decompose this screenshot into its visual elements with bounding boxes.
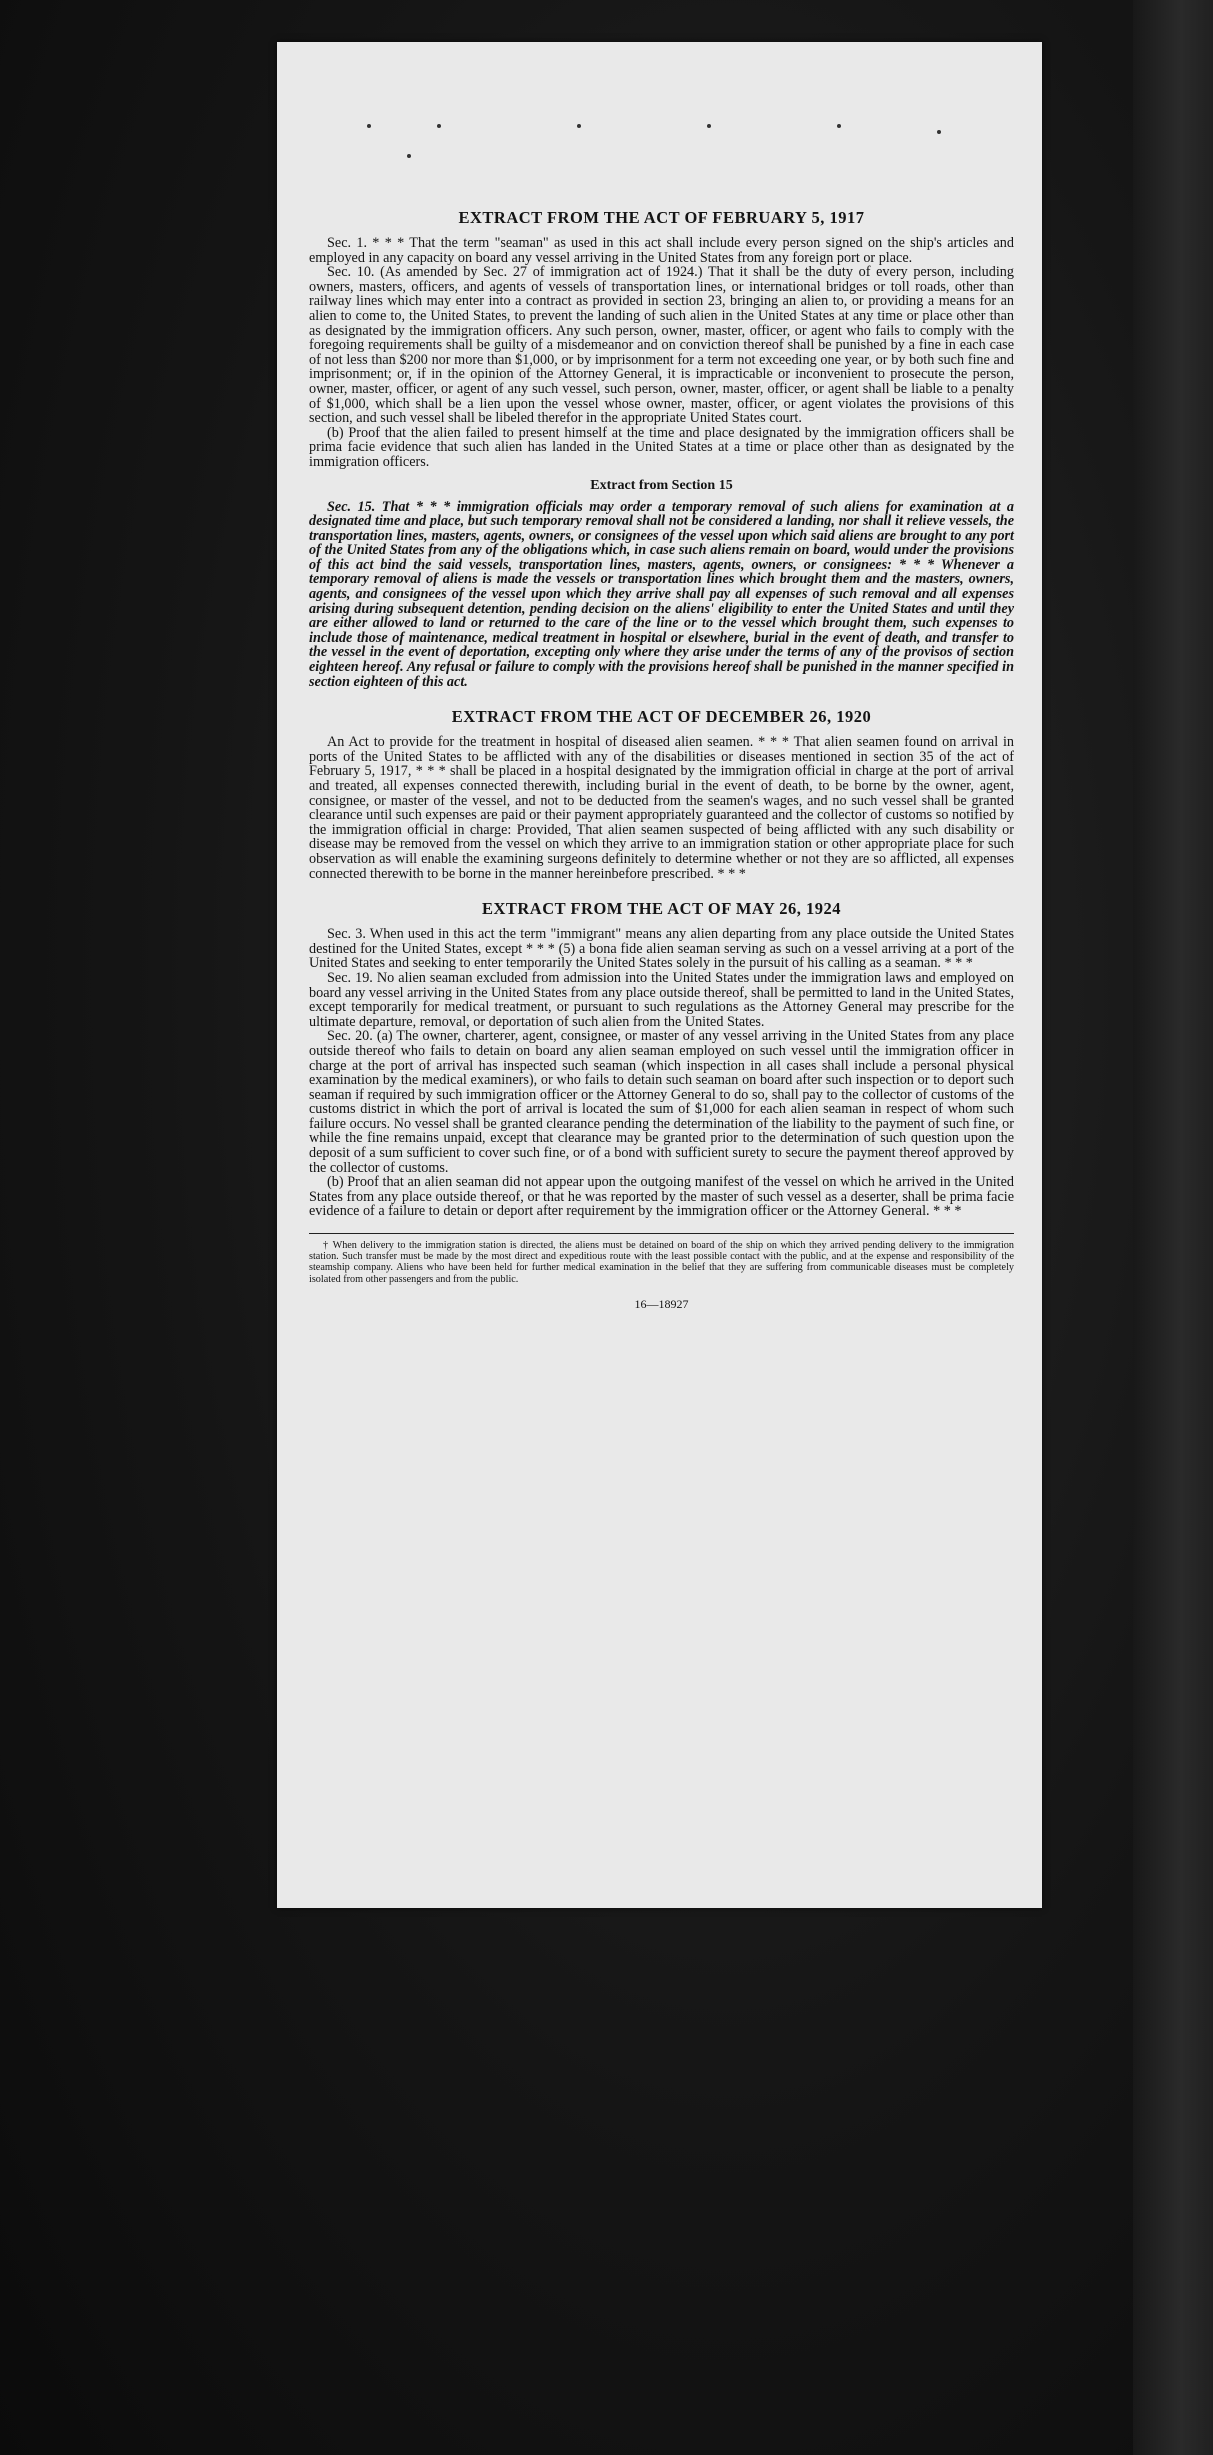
sec-1-paragraph: Sec. 1. * * * That the term "seaman" as used in this act shall include every person signed on the ship's articles and employed in any capacity on board any vessel arriving in the United States from any foreign port or place. — [309, 235, 1014, 266]
heading-act-1917: EXTRACT FROM THE ACT OF FEBRUARY 5, 1917 — [458, 208, 865, 227]
form-number: 16—18927 — [634, 1296, 689, 1311]
document-page — [277, 42, 1042, 1908]
sec-10b-paragraph: (b) Proof that the alien failed to present himself at the time and place designated by the immigration officers shall be prima facie evidence that such alien has landed in the United States at a time or place other than as designated by the immigration officers. — [309, 424, 1014, 470]
heading-act-1920: EXTRACT FROM THE ACT OF DECEMBER 26, 1920 — [451, 707, 872, 727]
act-1920-paragraph: An Act to provide for the treatment in hospital of diseased alien seamen. * * * That alien seamen found on arrival in ports of the United States to be afflicted with any of the disabilities or diseases mentioned in section 35 of the act of February 5, 1917, * * * shall be placed in a hospital designated by the immigration official in charge at the port of arrival and treated, all expenses connected therewith, including burial in the event of death, to be borne by the owner, agent, consignee, or master of the vessel, and not to be deducted from the seamen's wages, and no such vessel shall be granted clearance until such expenses are paid or their payment appropriately guaranteed and the collector of customs so notified by the immigration official in charge: Provided, That alien seamen suspected of being afflicted with any such disability or disease may be removed from the vessel on which they arrive to an immigration station or other appropriate place for such observation as will enable the examining surgeons definitely to determine whether or not they are so afflicted, all expenses connected therewith to be borne in the manner hereinbefore prescribed. * * * — [309, 734, 1014, 882]
sec-20b-paragraph: (b) Proof that an alien seaman did not appear upon the outgoing manifest of the vessel on which he arrived in the United States from any place outside thereof, or that he was reported by the master of such vessel as a deserter, shall be prima facie evidence of a failure to detain or deport after requirement by the immigration officer or the Attorney General. * * * — [309, 1174, 1014, 1220]
heading-act-1924: EXTRACT FROM THE ACT OF MAY 26, 1924 — [481, 899, 842, 919]
footnote-divider — [309, 1233, 1014, 1234]
sec-20a-paragraph: Sec. 20. (a) The owner, charterer, agent, consignee, or master of any vessel arriving in the United States from any place outside thereof who fails to detain on board any alien seaman employed on such vessel until the immigration officer in charge at the port of arrival has inspected such seaman (which inspection in all cases shall include a personal physical examination by the medical examiners), or who fails to detain such seaman on board after such inspection or to deport such seaman if required by such immigration officer or the Attorney General to do so, shall pay to the collector of customs of the customs district in which the port of arrival is located the sum of $1,000 for each alien seaman in respect of whom such failure occurs. No vessel shall be granted clearance pending the determination of the liability to the payment of such fine, or while the fine remains unpaid, except that clearance may be granted prior to the determination of such question upon the deposit of a sum sufficient to cover such fine, or of a bond with sufficient surety to secure the payment thereof approved by the collector of customs. — [309, 1028, 1014, 1176]
scanner-edge — [1133, 0, 1213, 2455]
sec-10-paragraph: Sec. 10. (As amended by Sec. 27 of immigration act of 1924.) That it shall be the duty of every person, including owners, masters, officers, and agents of vessels of transportation lines, or international bridges or toll roads, other than railway lines which may enter into a contract as provided in section 23, bringing an alien to, or providing a means for an alien to come to, the United States, to prevent the landing of such alien in the United States at any time or place other than as designated by the immigration officers. Any such person, owner, master, officer, or agent who fails to comply with the foregoing requirements shall be guilty of a misdemeanor and on conviction thereof shall be punished by a fine in each case of not less than $200 nor more than $1,000, or by imprisonment for a term not exceeding one year, or by both such fine and imprisonment; or, if in the opinion of the Attorney General, it is impracticable or inconvenient to prosecute the person, owner, master, officer, or agent of any such vessel, such person, owner, master, officer, or agent shall be liable to a penalty of $1,000, which shall be a lien upon the vessel whose owner, master, officer, or agent violates the provisions of this section, and such vessel shall be libeled therefor in the appropriate United States court. — [309, 264, 1014, 427]
sec-15-paragraph: Sec. 15. That * * * immigration officials may order a temporary removal of such aliens for examination at a designated time and place, but such temporary removal shall not be considered a landing, nor shall it relieve vessels, the transportation lines, masters, agents, owners, or consignees of the vessel upon which said aliens are brought to any port of the United States from any of the obligations which, in case such aliens remain on board, would under the provisions of this act bind the said vessels, transportation lines, masters, agents, owners, or consignees: * * * Whenever a temporary removal of aliens is made the vessels or transportation lines which brought them and the masters, owners, agents, and consignees of the vessel upon which they arrive shall pay all expenses of such removal and all expenses arising during subsequent detention, pending decision on the aliens' eligibility to enter the United States and until they are either allowed to land or returned to the care of the line or to the vessel which brought them, such expenses to include those of maintenance, medical treatment in hospital or elsewhere, burial in the event of death, and transfer to the vessel in the event of deportation, excepting only where they arise under the terms of any of the provisos of section eighteen hereof. Any refusal or failure to comply with the provisions hereof shall be punished in the manner specified in section eighteen of this act. — [309, 498, 1014, 690]
footnote: † When delivery to the immigration station is directed, the aliens must be detained on board of the ship on which they arrived pending delivery to the immigration station. Such transfer must be made by the most direct and expeditious route with the least possible contact with the public, and at the expense and responsibility of the steamship company. Aliens who have been held for further medical examination in the belief that they are suffering from communicable diseases must be completely isolated from other passengers and from the public. — [309, 1240, 1014, 1285]
sec-19-paragraph: Sec. 19. No alien seaman excluded from admission into the United States under the immigration laws and employed on board any vessel arriving in the United States from any place outside thereof, shall be permitted to land in the United States, except temporarily for medical treatment, or pursuant to such regulations as the Attorney General may prescribe for the ultimate departure, removal, or deportation of such alien from the United States. — [309, 969, 1014, 1030]
sec-3-paragraph: Sec. 3. When used in this act the term "immigrant" means any alien departing from any place outside the United States destined for the United States, except * * * (5) a bona fide alien seaman serving as such on a vessel arriving at a port of the United States and seeking to enter temporarily the United States solely in the pursuit of his calling as a seaman. * * * — [309, 926, 1014, 972]
punch-marks — [277, 124, 1042, 144]
heading-section-15: Extract from Section 15 — [590, 477, 733, 493]
